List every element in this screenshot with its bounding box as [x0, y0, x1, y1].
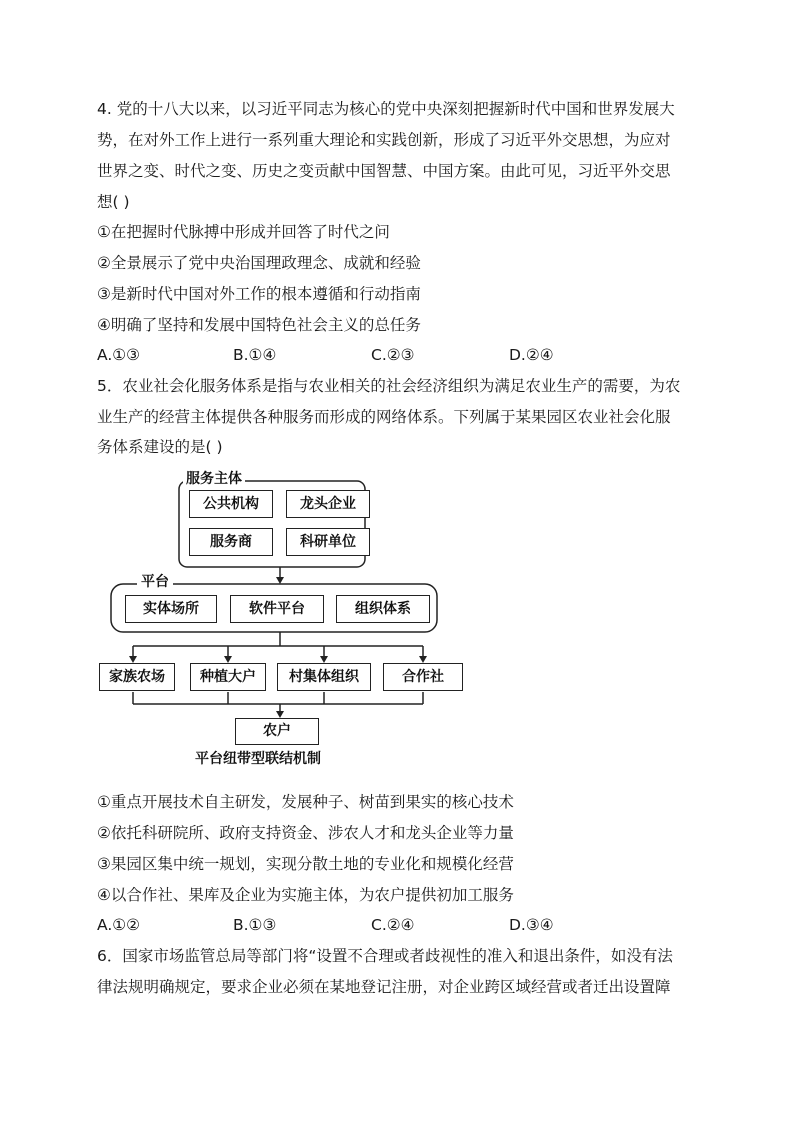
operator-label-cooperative: 合作社	[402, 669, 444, 685]
platform-box-physical	[125, 595, 217, 623]
platform-box-software	[230, 595, 324, 623]
q6-line-2: 律法规明确规定，要求企业必须在某地登记注册，对企业跨区域经营或者迁出设置障	[97, 978, 671, 996]
q5-option-d[interactable]: D.③④	[509, 916, 554, 934]
platform-label-software: 软件平台	[249, 601, 305, 617]
q5-option-c[interactable]: C.②④	[371, 916, 415, 934]
q4-line-1: 4. 党的十八大以来，以习近平同志为核心的党中央深刻把握新时代中国和世界发展大	[97, 100, 675, 118]
q5-option-b[interactable]: B.①③	[233, 916, 277, 934]
service-label-public: 公共机构	[203, 496, 259, 512]
farmer-box	[235, 718, 319, 745]
operator-box-cooperative	[383, 663, 463, 691]
diagram-caption: 平台纽带型联结机制	[195, 751, 321, 767]
q5-statement-4: ④以合作社、果库及企业为实施主体，为农户提供初加工服务	[97, 886, 514, 904]
q4-statement-2: ②全景展示了党中央治国理政理念、成就和经验	[97, 254, 421, 272]
service-label-research: 科研单位	[300, 534, 356, 550]
q4-option-b[interactable]: B.①④	[233, 346, 277, 364]
operator-label-village-collective: 村集体组织	[289, 669, 359, 685]
q4-line-2: 势，在对外工作上进行一系列重大理论和实践创新，形成了习近平外交思想，为应对	[97, 131, 671, 149]
farmer-label: 农户	[263, 723, 291, 739]
q5-statement-3: ③果园区集中统一规划，实现分散土地的专业化和规模化经营	[97, 855, 514, 873]
service-box-public	[189, 490, 273, 518]
platform-label-physical: 实体场所	[143, 601, 199, 617]
q4-option-d[interactable]: D.②④	[509, 346, 554, 364]
q4-option-c[interactable]: C.②③	[371, 346, 415, 364]
operator-box-village-collective	[277, 663, 371, 691]
q5-diagram	[97, 466, 477, 776]
q5-statement-1: ①重点开展技术自主研发，发展种子、树苗到果实的核心技术	[97, 793, 514, 811]
q4-statement-4: ④明确了坚持和发展中国特色社会主义的总任务	[97, 316, 421, 334]
operator-box-large-grower	[190, 663, 266, 691]
platform-label-organization: 组织体系	[355, 601, 411, 617]
q5-line-3: 务体系建设的是( )	[97, 438, 223, 456]
service-box-research	[286, 528, 370, 556]
q4-statement-3: ③是新时代中国对外工作的根本遵循和行动指南	[97, 285, 421, 303]
platform-box-organization	[336, 595, 430, 623]
service-box-provider	[189, 528, 273, 556]
q5-statement-2: ②依托科研院所、政府支持资金、涉农人才和龙头企业等力量	[97, 824, 514, 842]
q6-line-1: 6．国家市场监管总局等部门将“设置不合理或者歧视性的准入和退出条件，如没有法	[97, 947, 673, 965]
operator-label-family-farm: 家族农场	[109, 669, 165, 685]
q4-line-3: 世界之变、时代之变、历史之变贡献中国智慧、中国方案。由此可见，习近平外交思	[97, 162, 671, 180]
platform-group-label: 平台	[137, 573, 173, 591]
q5-option-a[interactable]: A.①②	[97, 916, 141, 934]
q5-line-2: 业生产的经营主体提供各种服务而形成的网络体系。下列属于某果园区农业社会化服	[97, 408, 671, 426]
q5-line-1: 5．农业社会化服务体系是指与农业相关的社会经济组织为满足农业生产的需要，为农	[97, 377, 681, 395]
operator-box-family-farm	[99, 663, 175, 691]
service-box-leading-enterprise	[286, 490, 370, 518]
q4-statement-1: ①在把握时代脉搏中形成并回答了时代之问	[97, 223, 390, 241]
service-group-label: 服务主体	[183, 470, 245, 488]
q4-line-4: 想( )	[97, 193, 130, 211]
operator-label-large-grower: 种植大户	[200, 669, 256, 685]
q4-option-a[interactable]: A.①③	[97, 346, 141, 364]
service-label-provider: 服务商	[210, 534, 252, 550]
service-label-leading-enterprise: 龙头企业	[300, 496, 356, 512]
